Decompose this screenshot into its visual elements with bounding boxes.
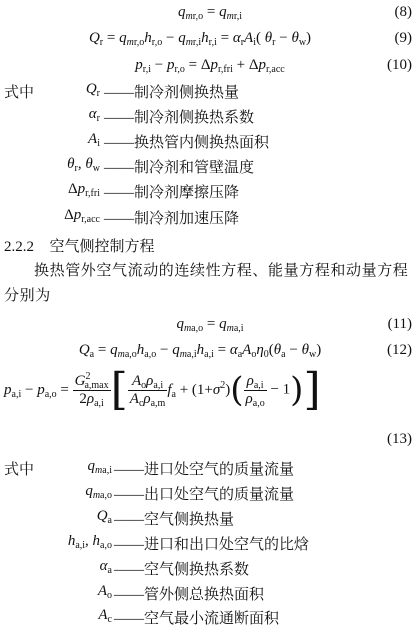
def2-desc-5: ——空气侧换热系数: [114, 562, 250, 578]
section-heading: [4, 235, 155, 256]
equation-13-body: $p_{a,i} - p_{a,o}$ = $\frac{G^2_{a,max}}{2\rho_{a,i}}$ [ $\frac{A_o\rho_{a,i}}{A_c\rho_{a,m}}$ $f_a + (1+\sigma^2)$( $\frac{\rho_{a,i}}{\rho_{a,o}}$ − 1)]: [4, 364, 321, 415]
equation-10: [0, 55, 420, 79]
def2-symbol-2: $q_{ma,o}$: [85, 483, 112, 501]
def1-desc-6: ——制冷剂加速压降: [104, 211, 240, 227]
eq13-fraction-2: $\frac{A_o\rho_{a,i}}{A_c\rho_{a,m}}$: [129, 372, 166, 409]
def2-symbol-1: $q_{ma,i}$: [87, 458, 112, 476]
def2-desc-1: ——进口处空气的质量流量: [114, 462, 295, 478]
def1-desc-1: ——制冷剂侧换热量: [104, 85, 240, 101]
def1-desc-4: ——制冷剂和管壁温度: [104, 160, 255, 176]
eq13-fraction-3: $\frac{\rho_{a,i}}{\rho_{a,o}}$: [245, 372, 265, 409]
def2-row-7: [0, 605, 420, 629]
def1-row-2: [0, 104, 420, 128]
def2-row-1: [0, 456, 420, 480]
def1-desc-2: ——制冷剂侧换热系数: [104, 110, 255, 126]
def2-symbol-4: $h_{a,i}$, $h_{a,o}$: [67, 533, 112, 551]
def2-row-5: [0, 556, 420, 580]
equation-11-body: $q_{ma,o} = q_{ma,i}$: [176, 316, 244, 334]
def2-desc-6: ——管外侧总换热面积: [114, 587, 265, 603]
equation-10-number: (10): [387, 57, 412, 73]
def2-intro: 式中: [4, 462, 35, 478]
section-number: 2.2.2: [4, 239, 34, 255]
def1-row-5: [0, 179, 420, 203]
def2-row-6: [0, 581, 420, 605]
equation-9-body: $Q_r = q_{mr,o}h_{r,o} - q_{mr,i}h_{r,i} = \alpha_rA_i$( $\theta_r - \theta_w$): [88, 30, 312, 48]
def2-desc-2: ——出口处空气的质量流量: [114, 487, 295, 503]
def1-row-6: [0, 205, 420, 229]
section-title: 空气侧控制方程: [49, 239, 155, 255]
equation-12-number: (12): [387, 342, 412, 358]
equation-8-body: $q_{mr,o} = q_{mr,i}$: [177, 4, 243, 22]
def2-symbol-3: $Q_a$: [96, 508, 112, 526]
def1-symbol-3: $A_i$: [88, 131, 100, 149]
def1-intro: 式中: [4, 85, 35, 101]
def1-symbol-2: $\alpha_r$: [88, 106, 100, 124]
def1-symbol-4: $\theta_r$, $\theta_w$: [67, 156, 100, 174]
def2-desc-7: ——空气最小流通断面积: [114, 611, 280, 627]
def1-symbol-1: $Q_r$: [85, 81, 100, 99]
def2-desc-4: ——进口和出口处空气的比焓: [114, 537, 310, 553]
equation-13-number: (13): [387, 431, 412, 447]
equation-13: [4, 364, 416, 436]
def1-row-4: [0, 154, 420, 178]
def1-desc-5: ——制冷剂摩擦压降: [104, 185, 240, 201]
def2-row-4: [0, 531, 420, 555]
equation-9: [0, 28, 420, 52]
section-paragraph: 换热管外空气流动的连续性方程、能量方程和动量方程分别为: [4, 263, 409, 304]
def2-symbol-7: $A_c$: [98, 607, 112, 625]
def1-desc-3: ——换热管内侧换热面积: [104, 135, 270, 151]
eq13-fraction-1: $\frac{G^2_{a,max}}{2\rho_{a,i}}$: [74, 370, 109, 409]
equation-11-number: (11): [387, 316, 412, 332]
def1-symbol-6: $\Delta p_{r,acc}$: [64, 207, 100, 225]
def2-row-3: [0, 506, 420, 530]
def1-row-3: [0, 129, 420, 153]
def2-symbol-5: $\alpha_a$: [99, 558, 112, 576]
def2-symbol-6: $A_o$: [97, 583, 112, 601]
equation-11: [0, 314, 420, 338]
def2-desc-3: ——空气侧换热量: [114, 512, 235, 528]
equation-12: [0, 340, 420, 364]
equation-9-number: (9): [394, 30, 412, 46]
def2-row-2: [0, 481, 420, 505]
def1-row-1: [0, 79, 420, 103]
equation-10-body: $p_{r,i} - p_{r,o} = \Delta p_{r,fri} + \Delta p_{r,acc}$: [135, 57, 285, 75]
equation-12-body: $Q_a = q_{ma,o}h_{a,o} - q_{ma,i}h_{a,i} = \alpha_aA_o\eta_0(\theta_a - \theta_w)$: [78, 342, 322, 360]
equation-8: [0, 2, 420, 26]
def1-symbol-5: $\Delta p_{r,fri}$: [67, 181, 100, 199]
equation-8-number: (8): [394, 4, 412, 20]
